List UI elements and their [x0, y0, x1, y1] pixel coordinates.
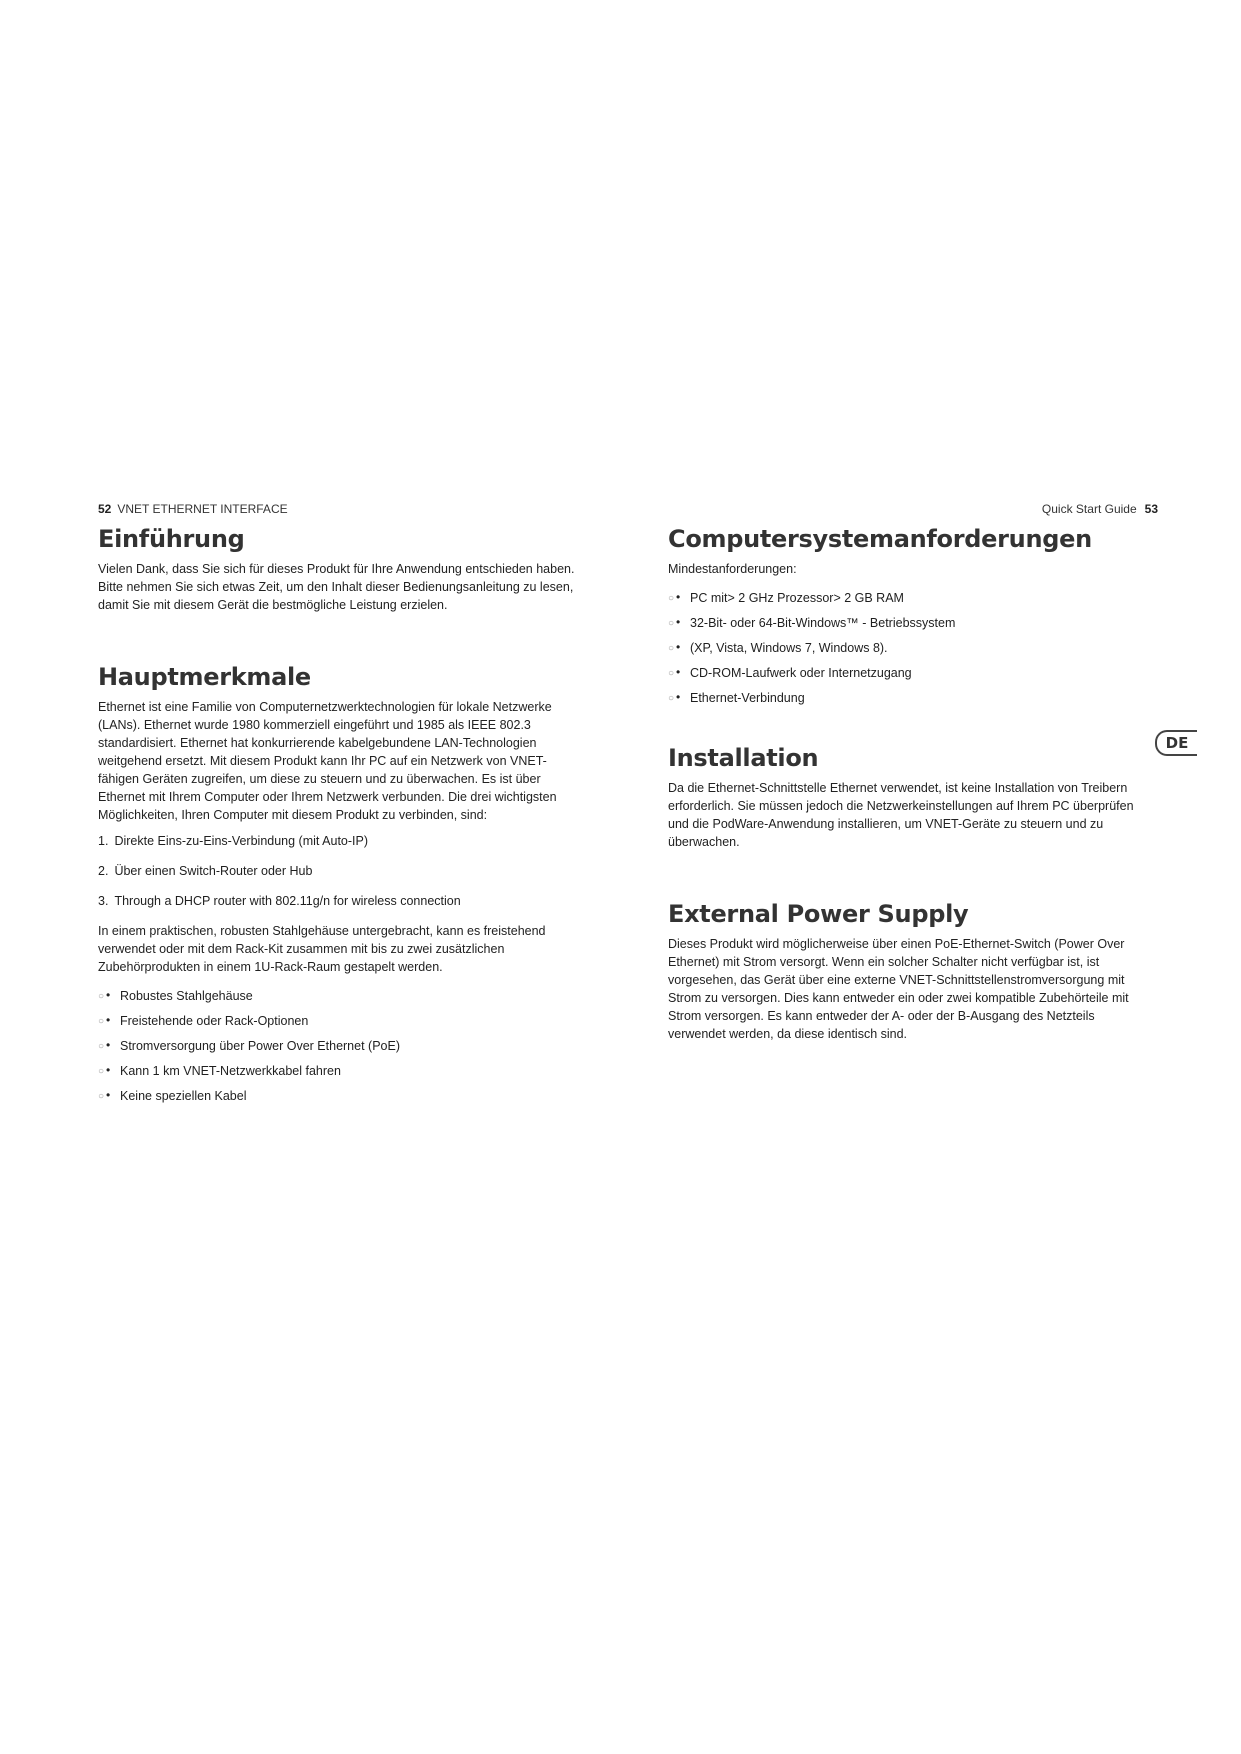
left-page — [98, 500, 578, 1111]
feature-bullets — [98, 986, 578, 1106]
power-paragraph: Dieses Produkt wird möglicherweise über einen PoE-Ethernet-Switch (Power Over Ethernet) mit Strom versorgt. Wenn ein solcher Schalter nicht verfügbar ist, ist vorgesehen, das Gerät über eine externe VNET-Schnittstellenstromversorgung mit Strom zu versorgen. Dies kann entweder ein oder zwei kompatible Zubehörteile mit Strom versorgen. Es kann entweder der A- oder der B-Ausgang des Netzteils verwendet werden, da diese identisch sind. — [668, 937, 1129, 1041]
list-item: ○ • 32-Bit- oder 64-Bit-Windows™ - Betriebssystem — [668, 613, 1148, 633]
list-item: ○ • (XP, Vista, Windows 7, Windows 8). — [668, 638, 1148, 658]
list-item: ○ • Freistehende oder Rack-Optionen — [98, 1011, 578, 1031]
intro-paragraph: Vielen Dank, dass Sie sich für dieses Produkt für Ihre Anwendung entschieden haben. Bitte nehmen Sie sich etwas Zeit, um den Inhalt dieser Bedienungsanleitung zu lesen, damit Sie mit diesem Gerät die bestmögliche Leistung erzielen. — [98, 562, 575, 612]
requirements-bullets — [668, 588, 1148, 708]
header-title: VNET ETHERNET INTERFACE — [117, 502, 288, 516]
page-number: 52 — [98, 502, 112, 516]
features-paragraph-2: In einem praktischen, robusten Stahlgehäuse untergebracht, kann es freistehend verwendet oder mit dem Rack-Kit zusammen mit bis zu zwei zusätzlichen Zubehörprodukten in einem 1U-Rack-Raum gestapelt werden. — [98, 924, 546, 974]
list-item: 1. Direkte Eins-zu-Eins-Verbindung (mit Auto-IP) — [98, 834, 369, 848]
heading-einfuehrung: Einführung — [98, 525, 245, 553]
language-tab: DE — [1155, 730, 1197, 756]
list-item: ○ • Keine speziellen Kabel — [98, 1086, 578, 1106]
list-item: 2. Über einen Switch-Router oder Hub — [98, 864, 313, 878]
right-page — [668, 500, 1158, 1043]
list-item: ○ • Stromversorgung über Power Over Ethernet (PoE) — [98, 1036, 578, 1056]
list-item: ○ • Robustes Stahlgehäuse — [98, 986, 578, 1006]
bullet-icon: ○ • — [668, 615, 681, 629]
bullet-icon: ○ • — [98, 1038, 111, 1052]
header-title: Quick Start Guide — [1041, 502, 1137, 516]
list-item: ○ • Kann 1 km VNET-Netzwerkkabel fahren — [98, 1061, 578, 1081]
bullet-icon: ○ • — [668, 665, 681, 679]
left-page-header — [98, 500, 578, 518]
right-page-header — [1042, 500, 1158, 518]
connection-methods-list — [98, 832, 578, 910]
bullet-icon: ○ • — [668, 640, 681, 654]
bullet-icon: ○ • — [668, 590, 681, 604]
heading-installation: Installation — [668, 744, 819, 772]
heading-computersystemanforderungen: Computersystemanforderungen — [668, 525, 1092, 553]
bullet-icon: ○ • — [668, 690, 681, 704]
features-paragraph: Ethernet ist eine Familie von Computernetzwerktechnologien für lokale Netzwerke (LANs). Ethernet wurde 1980 kommerziell eingeführt und 1985 als IEEE 802.3 standardisiert. Ethernet hat konkurrierende kabelgebundene LAN-Technologien weitgehend ersetzt. Mit diesem Produkt kann Ihr PC auf ein Netzwerk von VNET-fähigen Geräten zugreifen, um diese zu steuern und zu überwachen. Es ist über Ethernet mit Ihrem Computer oder Ihrem Netzwerk verbunden. Die drei wichtigsten Möglichkeiten, Ihren Computer mit diesem Produkt zu verbinden, sind: — [98, 700, 557, 822]
list-item: ○ • Ethernet-Verbindung — [668, 688, 1148, 708]
installation-paragraph: Da die Ethernet-Schnittstelle Ethernet verwendet, ist keine Installation von Treibern erforderlich. Sie müssen jedoch die Netzwerkeinstellungen auf Ihrem PC überprüfen und die PodWare-Anwendung installieren, um VNET-Geräte zu steuern und zu überwachen. — [668, 781, 1134, 849]
heading-external-power-supply: External Power Supply — [668, 900, 969, 928]
bullet-icon: ○ • — [98, 988, 111, 1002]
bullet-icon: ○ • — [98, 1088, 111, 1102]
heading-hauptmerkmale: Hauptmerkmale — [98, 663, 311, 691]
requirements-intro: Mindestanforderungen: — [668, 562, 797, 576]
bullet-icon: ○ • — [98, 1013, 111, 1027]
page-number: 53 — [1144, 502, 1158, 516]
bullet-icon: ○ • — [98, 1063, 111, 1077]
list-item: ○ • PC mit> 2 GHz Prozessor> 2 GB RAM — [668, 588, 1148, 608]
list-item: 3. Through a DHCP router with 802.11g/n for wireless connection — [98, 894, 461, 908]
list-item: ○ • CD-ROM-Laufwerk oder Internetzugang — [668, 663, 1148, 683]
